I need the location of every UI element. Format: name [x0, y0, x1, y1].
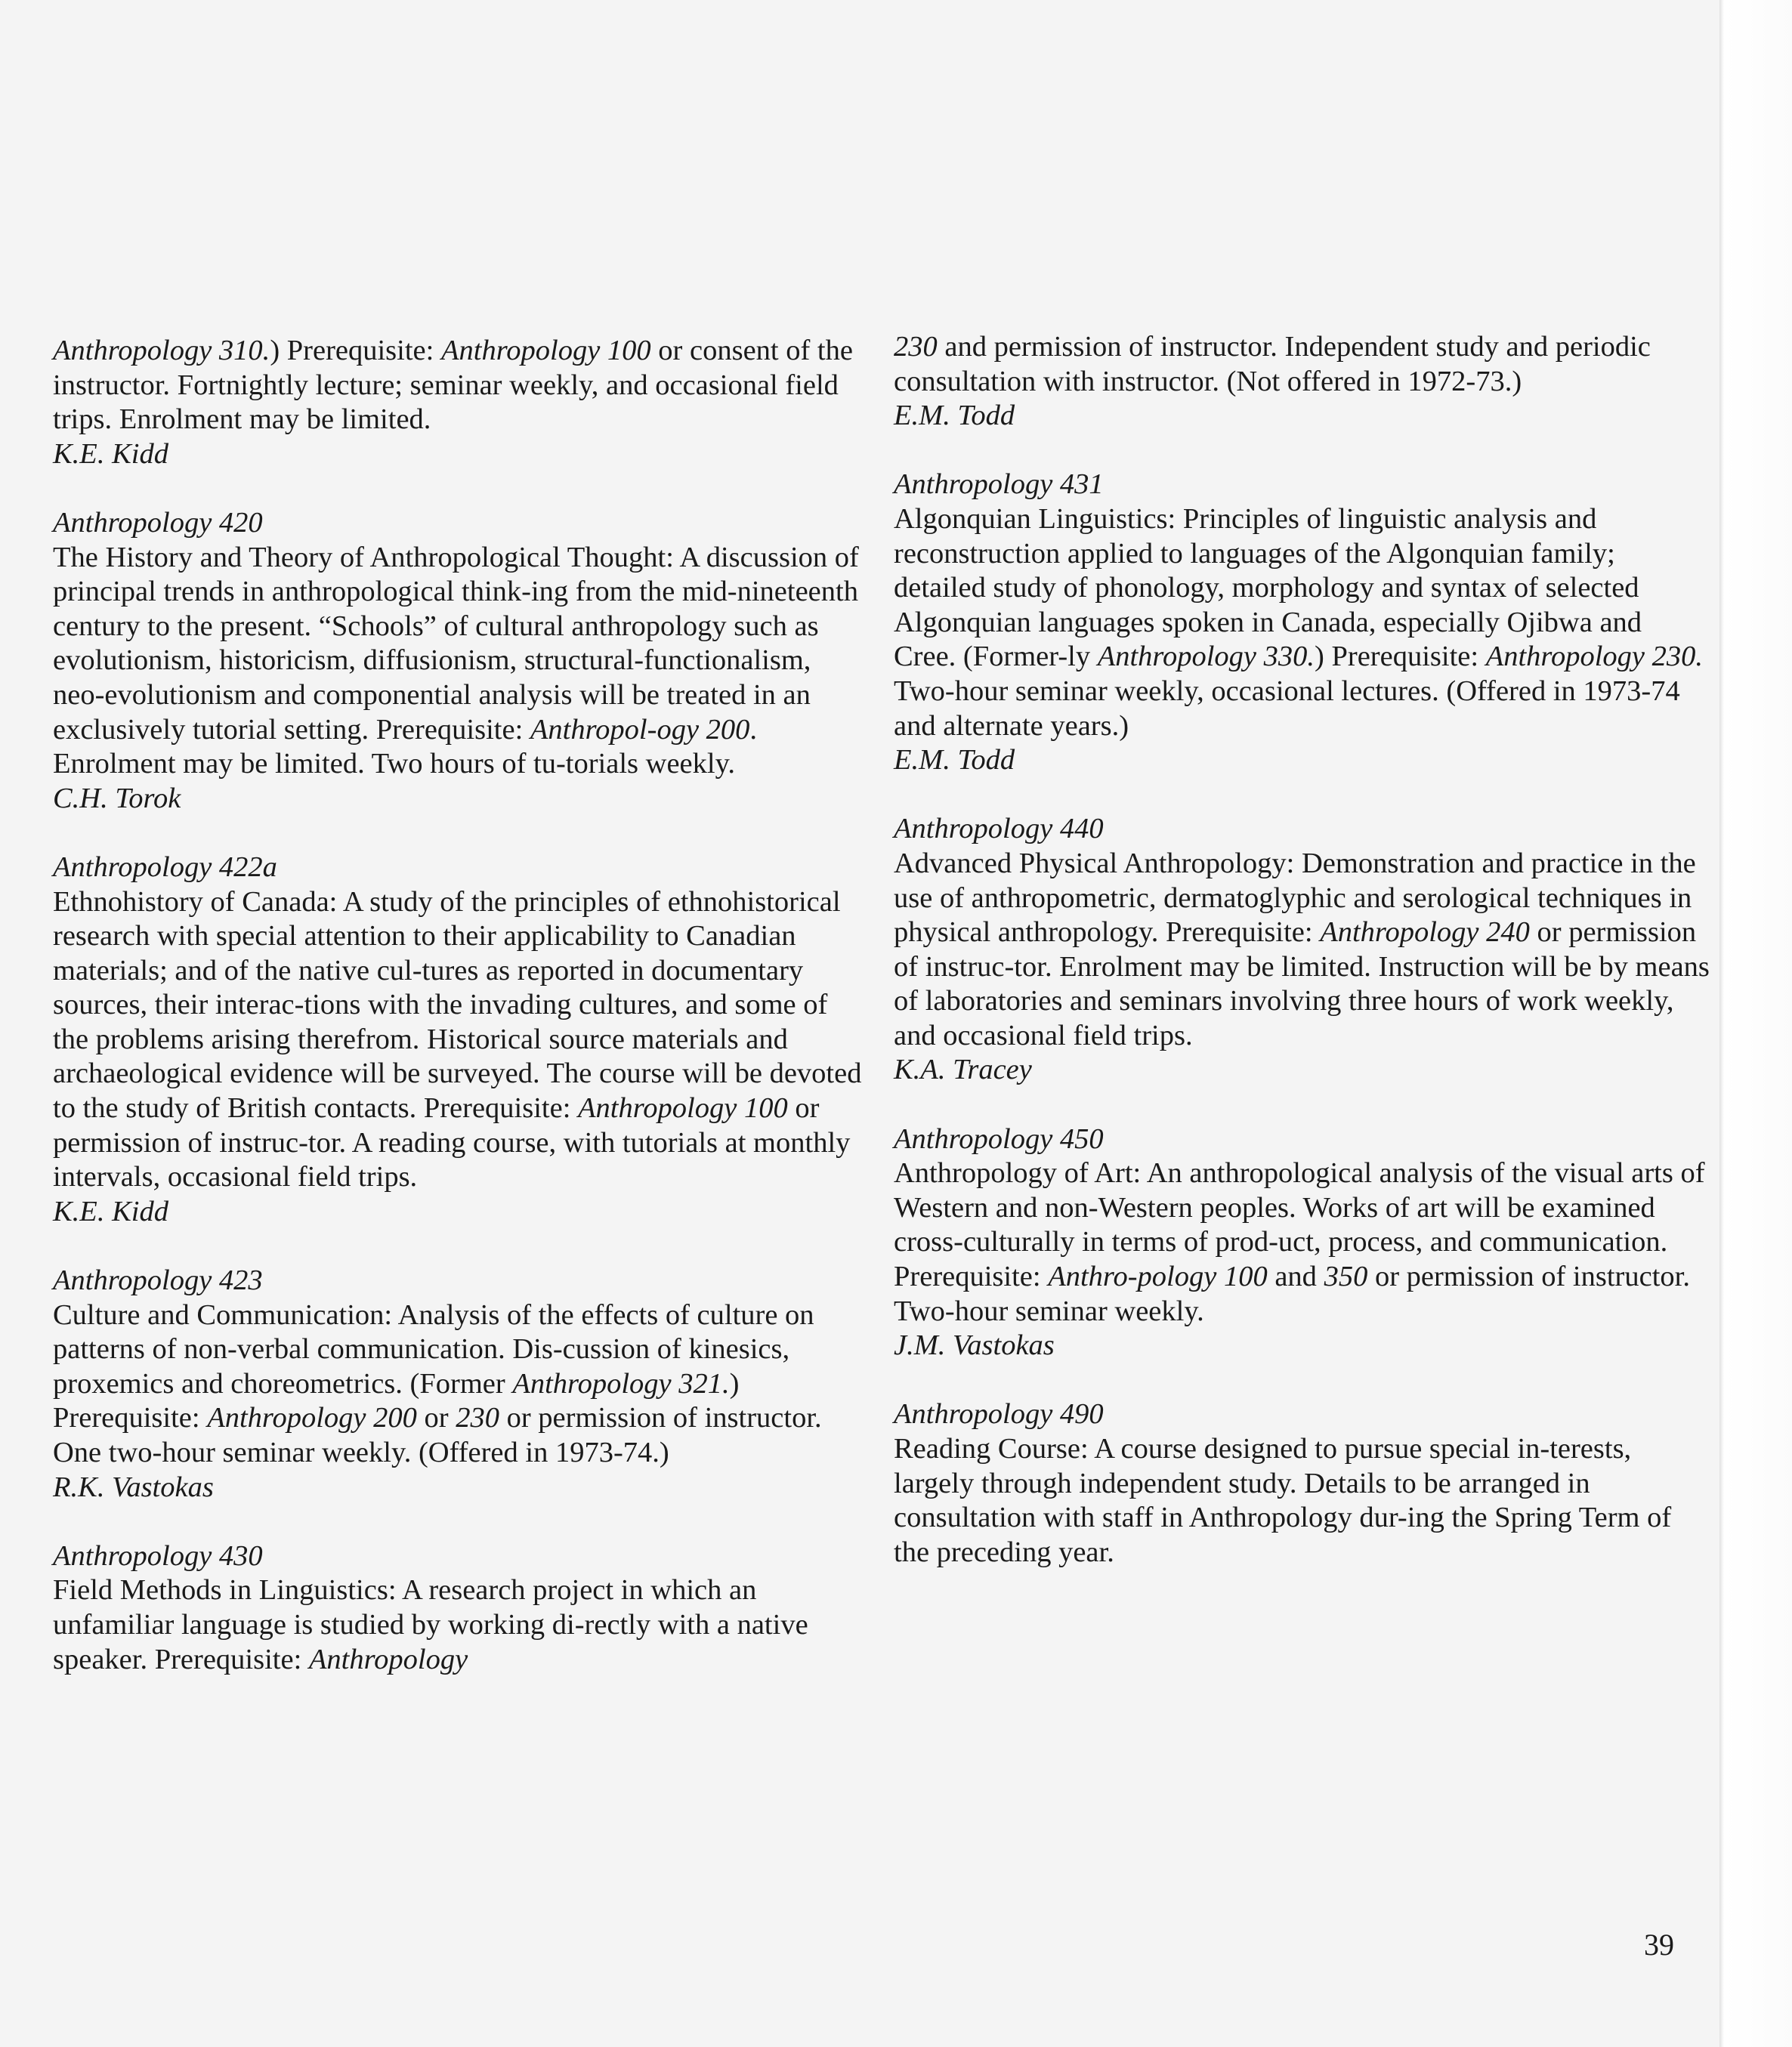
italic-reference: Anthropology 330. [1097, 641, 1315, 673]
italic-reference: 230 [894, 331, 938, 363]
course-title: Anthropology 450 [894, 1122, 1104, 1155]
italic-reference: Anthropol-ogy 200 [530, 713, 750, 746]
description-text: Reading Course: A course designed to pursue special in-terests, largely through independent study. Details to be arranged in consultation with staff in Anthropology dur-ing the Spring Term of the preceding year. [894, 1433, 1672, 1568]
description-text: or permission of instruc-tor. Enrolment may be limited. Instruction will be by means of laboratories and seminars involving three hours of work weekly, and occasional field trips. [894, 916, 1710, 1051]
description-text: ) Prerequisite: [53, 1367, 740, 1434]
description-text: Algonquian Linguistics: Principles of linguistic analysis and reconstruction applied to languages of the Algonquian family; detailed study of phonology, morphology and syntax of selected Algonquian languages spoken in Canada, especially Ojibwa and Cree. (Former-ly [894, 502, 1642, 673]
description-text: or permission of instructor. One two-hour seminar weekly. (Offered in 1973-74.) [53, 1402, 822, 1468]
page-number: 39 [1644, 1928, 1674, 1962]
course-description [53, 1573, 869, 1677]
course-description [53, 1298, 869, 1471]
description-text: The History and Theory of Anthropological Thought: A discussion of principal trends in anthropological think-ing from the mid-nineteenth century to the present. “Schools” of cultural anthropology such as evolutionism, historicism, diffusionism, structural-functionalism, neo-evolutionism and componential analysis will be treated in an exclusively tutorial setting. Prerequisite: [53, 541, 859, 746]
continued-entry [53, 334, 869, 471]
course-description [894, 330, 1710, 399]
description-text: Two-hour seminar weekly, occasional lectures. (Offered in 1973-74 and alternate years.) [894, 675, 1680, 742]
course-description [53, 334, 869, 437]
instructor-name: E.M. Todd [894, 400, 1015, 432]
course-title: Anthropology 420 [53, 506, 263, 539]
italic-reference: Anthropology 240 [1320, 916, 1530, 949]
course-entry [53, 851, 869, 1230]
instructor-name: K.A. Tracey [894, 1054, 1032, 1086]
continued-entry [894, 330, 1710, 434]
italic-reference: Anthropology 321. [512, 1367, 730, 1400]
course-description [53, 885, 869, 1195]
course-entry [53, 1264, 869, 1505]
instructor-name: K.E. Kidd [53, 437, 168, 470]
course-entry [894, 812, 1710, 1088]
description-text: Field Methods in Linguistics: A research project in which an unfamiliar language is studied by working di-rectly with a native speaker. Prerequisite: [53, 1574, 808, 1675]
italic-reference: Anthro-pology 100 [1048, 1261, 1268, 1293]
description-text: Anthropology of Art: An anthropological analysis of the visual arts of Western and non-Western peoples. Works of art will be examined cross-culturally in terms of prod-uct, process, and communication. Prerequisite: [894, 1157, 1705, 1293]
description-text: Culture and Communication: Analysis of the effects of culture on patterns of non-verbal communication. Dis-cussion of kinesics, proxemics and choreometrics. (Former [53, 1298, 814, 1400]
course-description [53, 541, 869, 782]
page-edge [1719, 0, 1792, 2047]
course-title: Anthropology 423 [53, 1264, 263, 1297]
right-column [894, 330, 1710, 1604]
course-title: Anthropology 440 [894, 813, 1104, 845]
course-title: Anthropology 430 [53, 1539, 263, 1572]
italic-reference: Anthropology 100 [578, 1092, 788, 1125]
description-text: or [416, 1402, 456, 1434]
course-description [894, 847, 1710, 1054]
instructor-name: R.K. Vastokas [53, 1471, 214, 1503]
italic-reference: Anthropology [308, 1643, 468, 1675]
description-text: or permission of instructor. Two-hour seminar weekly. [894, 1261, 1690, 1327]
italic-reference: Anthropology 310. [53, 335, 270, 366]
course-entry [53, 506, 869, 816]
italic-reference: 350 [1324, 1261, 1368, 1293]
italic-reference: Anthropology 100 [440, 335, 651, 366]
course-entry [894, 468, 1710, 777]
description-text: . Enrolment may be limited. Two hours of tu-torials weekly. [53, 713, 758, 780]
course-entry [894, 1122, 1710, 1363]
course-title: Anthropology 490 [894, 1398, 1104, 1431]
description-text: Advanced Physical Anthropology: Demonstration and practice in the use of anthropometric, dermatoglyphic and serological techniques in physical anthropology. Prerequisite: [894, 847, 1696, 949]
description-text: ) Prerequisite: [270, 335, 441, 366]
course-description [894, 1156, 1710, 1329]
italic-reference: Anthropology 200 [207, 1402, 417, 1434]
course-title: Anthropology 431 [894, 468, 1104, 501]
description-text: or permission of instruc-tor. A reading course, with tutorials at monthly intervals, occasional field trips. [53, 1092, 851, 1193]
course-entry [53, 1539, 869, 1677]
description-text: and permission of instructor. Independent study and periodic consultation with instructor. (Not offered in 1972-73.) [894, 331, 1651, 397]
left-column [53, 334, 869, 1712]
instructor-name: C.H. Torok [53, 782, 181, 814]
italic-reference: 230 [456, 1402, 499, 1434]
course-entry [894, 1397, 1710, 1570]
description-text: Ethnohistory of Canada: A study of the principles of ethnohistorical research with special attention to their applicability to Canadian materials; and of the native cul-tures as reported in documentary sources, their interac-tions with the invading cultures, and some of the problems arising therefrom. Historical source materials and archaeological evidence will be surveyed. The course will be devoted to the study of British contacts. Prerequisite: [53, 885, 862, 1125]
instructor-name: K.E. Kidd [53, 1195, 168, 1227]
instructor-name: E.M. Todd [894, 744, 1015, 777]
description-text: ) Prerequisite: [1315, 641, 1486, 673]
instructor-name: J.M. Vastokas [894, 1329, 1055, 1362]
course-title: Anthropology 422a [53, 851, 277, 883]
course-description [894, 502, 1710, 743]
description-text: or consent of the instructor. Fortnightly lecture; seminar weekly, and occasional field trips. Enrolment may be limited. [53, 335, 853, 436]
italic-reference: Anthropology 230. [1485, 641, 1704, 673]
course-description [894, 1432, 1710, 1570]
description-text: and [1267, 1261, 1324, 1293]
